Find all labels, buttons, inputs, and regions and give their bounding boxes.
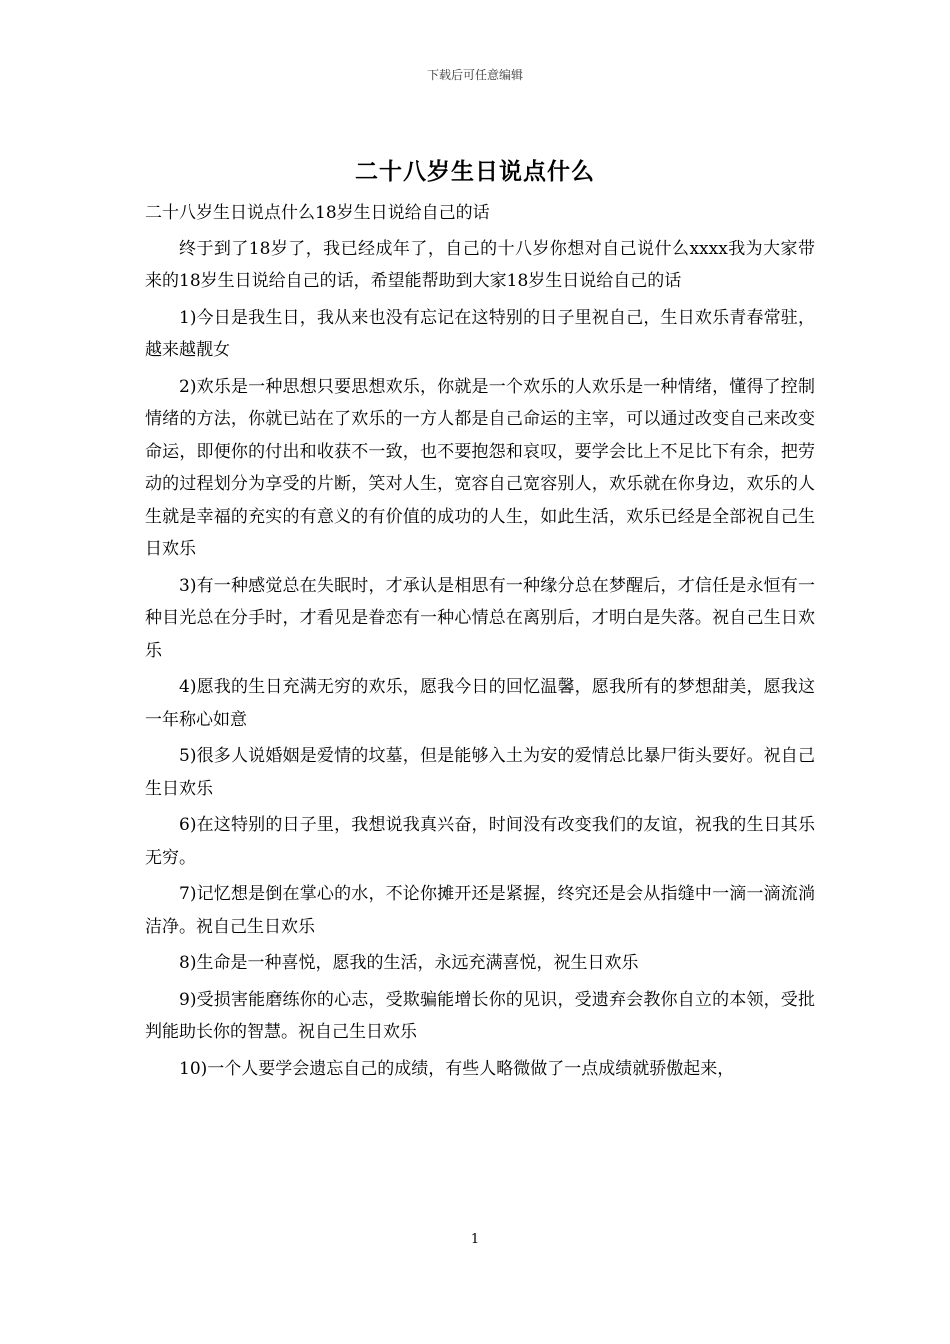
paragraph-item-6: 6)在这特别的日子里，我想说我真兴奋，时间没有改变我们的友谊，祝我的生日其乐无穷。 [145, 815, 815, 868]
document-body [145, 197, 815, 1089]
paragraph-item-9: 9)受损害能磨练你的心志，受欺骗能增长你的见识，受遗弃会教你自立的本领，受批判能助长你的智慧。祝自己生日欢乐 [145, 989, 815, 1042]
document-subtitle: 二十八岁生日说点什么18岁生日说给自己的话 [145, 203, 490, 223]
paragraph-item-3: 3)有一种感觉总在失眠时，才承认是相思有一种缘分总在梦醒后，才信任是永恒有一种目光总在分手时，才看见是眷恋有一种心情总在离别后，才明白是失落。祝自己生日欢乐 [145, 575, 815, 661]
paragraph-intro: 终于到了18岁了，我已经成年了，自己的十八岁你想对自己说什么xxxx我为大家带来的18岁生日说给自己的话，希望能帮助到大家18岁生日说给自己的话 [145, 238, 815, 291]
page-number: 1 [470, 1232, 480, 1247]
paragraph-item-7: 7)记忆想是倒在掌心的水，不论你摊开还是紧握，终究还是会从指缝中一滴一滴流淌洁净。祝自己生日欢乐 [145, 884, 815, 937]
page-header-note: 下载后可任意编辑 [426, 68, 523, 82]
paragraph-item-5: 5)很多人说婚姻是爱情的坟墓，但是能够入土为安的爱情总比暴尸街头要好。祝自己生日欢乐 [145, 746, 815, 799]
paragraph-item-10: 10)一个人要学会遗忘自己的成绩，有些人略微做了一点成绩就骄傲起来， [179, 1058, 735, 1079]
paragraph-item-1: 1)今日是我生日，我从来也没有忘记在这特别的日子里祝自己，生日欢乐青春常驻，越来越靓女 [145, 307, 815, 360]
paragraph-item-2: 2)欢乐是一种思想只要思想欢乐，你就是一个欢乐的人欢乐是一种情绪，懂得了控制情绪的方法，你就已站在了欢乐的一方人都是自己命运的主宰，可以通过改变自己来改变命运，即便你的付出和收获不一致，也不要抱怨和哀叹，要学会比上不足比下有余，把劳动的过程划分为享受的片断，笑对人生，宽容自己宽容别人，欢乐就在你身边，欢乐的人生就是幸福的充实的有意义的有价值的成功的人生，如此生活，欢乐已经是全部祝自己生日欢乐 [145, 376, 815, 559]
paragraph-item-4: 4)愿我的生日充满无穷的欢乐，愿我今日的回忆温馨，愿我所有的梦想甜美，愿我这一年称心如意 [145, 677, 815, 730]
paragraph-item-8: 8)生命是一种喜悦，愿我的生活，永远充满喜悦，祝生日欢乐 [179, 953, 639, 973]
document-title: 二十八岁生日说点什么 [355, 158, 595, 185]
